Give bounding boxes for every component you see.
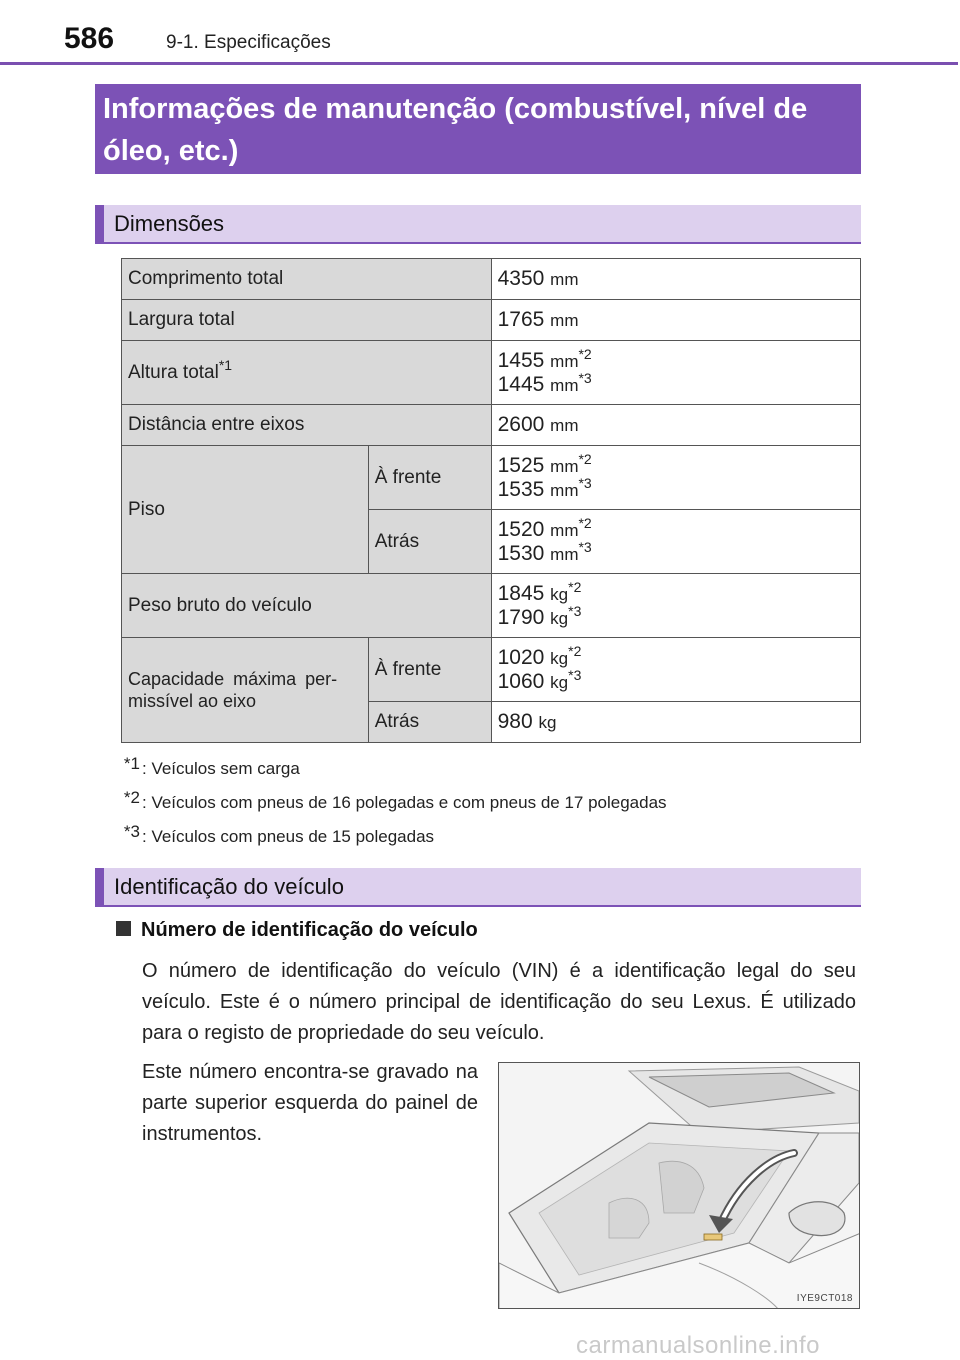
footnote-mark: *1: [218, 356, 233, 373]
row-value: 1765 mm: [491, 300, 860, 341]
vin-location: Este número encontra-se gravado na parte superior esquerda do painel de instrumentos.: [142, 1061, 478, 1145]
vin-description: O número de identificação do veículo (VIN) é a identificação legal do seu veículo. Este é o número principal de identificação do seu Lexus. É utilizado para o registo de propriedade do seu veículo.: [142, 960, 856, 1044]
row-value: 4350 mm: [491, 259, 860, 300]
table-row: [122, 638, 861, 702]
row-label: Comprimento total: [122, 259, 492, 300]
watermark: carmanualsonline.info: [576, 1332, 820, 1359]
row-label: Peso bruto do veículo: [122, 574, 492, 638]
footnote: [108, 786, 868, 820]
page-title-line-1: Informações de manutenção (combustível, nível de: [103, 93, 808, 125]
section-name: 9-1. Especificações: [166, 32, 331, 53]
row-value: 1845 $kg^{*2}$ 1790 $kg^{*3}$: [491, 574, 860, 638]
row-label: Distância entre eixos: [122, 405, 492, 446]
footnote-text: : Veículos sem carga: [142, 759, 300, 778]
row-label: Piso: [122, 446, 369, 574]
square-bullet-icon: [116, 921, 131, 936]
row-value: 1455 $mm^{*2}$ 1445 $mm^{*3}$: [491, 341, 860, 405]
sub-label: Atrás: [368, 702, 491, 743]
table-row: [122, 341, 861, 405]
row-value: 980 kg: [491, 702, 860, 743]
row-label: Altura total$^{*1}$: [122, 341, 492, 405]
page-number: 586: [64, 22, 115, 55]
dimensions-heading: [95, 205, 861, 244]
footnote-text: : Veículos com pneus de 15 polegadas: [142, 827, 435, 846]
table-row: [122, 300, 861, 341]
footnote-mark: *2: [123, 788, 140, 807]
car-windshield-illustration: [499, 1063, 860, 1309]
footnotes: [108, 752, 868, 854]
row-value: 1020 $kg^{*2}$ 1060 $kg^{*3}$: [491, 638, 860, 702]
table-row: [122, 405, 861, 446]
figure-code: IYE9CT018: [796, 1293, 853, 1304]
row-label: Largura total: [122, 300, 492, 341]
row-value: 1525 $mm^{*2}$ 1535 $mm^{*3}$: [491, 446, 860, 510]
footnote-mark: *3: [123, 822, 140, 841]
page-title: [95, 84, 861, 174]
dimensions-heading-text: Dimensões: [114, 211, 225, 236]
sub-label: Atrás: [368, 510, 491, 574]
header-rule: [0, 62, 958, 65]
sub-label: À frente: [368, 638, 491, 702]
page-title-line-2: óleo, etc.): [103, 135, 239, 167]
vehicle-id-heading: [95, 868, 861, 907]
table-row: [122, 259, 861, 300]
row-value: 1520 $mm^{*2}$ 1530 $mm^{*3}$: [491, 510, 860, 574]
vin-location-illustration: [498, 1062, 860, 1309]
footnote: [108, 752, 868, 786]
footnote-mark: *1: [123, 754, 140, 773]
vin-subheading: Número de identificação do veículo: [116, 919, 478, 942]
footnote: [108, 820, 868, 854]
page-header: [0, 0, 960, 66]
footnote-text: : Veículos com pneus de 16 polegadas e com pneus de 17 polegadas: [142, 793, 667, 812]
sub-label: À frente: [368, 446, 491, 510]
vehicle-id-heading-text: Identificação do veículo: [114, 874, 344, 899]
row-label: Capacidade máxima per- missível ao eixo: [122, 638, 369, 743]
table-row: [122, 574, 861, 638]
row-value: 2600 mm: [491, 405, 860, 446]
table-row: [122, 446, 861, 510]
dimensions-table: [121, 258, 861, 743]
